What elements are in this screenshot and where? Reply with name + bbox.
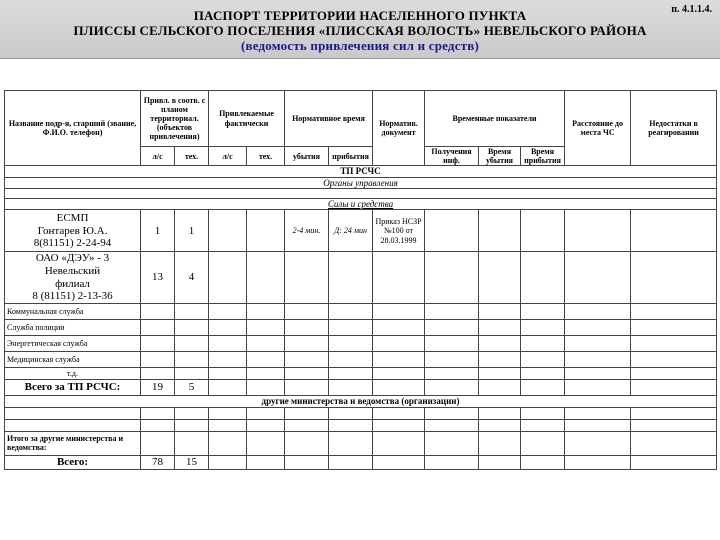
service-energy: Энергетическая служба xyxy=(5,335,141,351)
cell-planned-ls: 1 xyxy=(141,210,175,252)
section-organs: Органы управления xyxy=(5,177,717,188)
table-row xyxy=(5,351,717,367)
col-planned-header: Привл. в соотв. с планом территориал. (объектов привлечения) xyxy=(141,91,209,147)
col-actual-header: Привлекаемые фактически xyxy=(209,91,285,147)
table-row xyxy=(5,379,717,395)
sub-norm-departure: убытия xyxy=(285,147,329,166)
col-name-header: Название подр-я, старший (звание, Ф.И.О. телефон) xyxy=(5,91,141,166)
unit-phone: 8(81151) 2-24-94 xyxy=(33,237,112,250)
unit-name: ОАО «ДЭУ» - 3 Невельский xyxy=(35,252,110,278)
grand-total-ls: 78 xyxy=(141,455,175,469)
title-line-1: ПАСПОРТ ТЕРРИТОРИИ НАСЕЛЕННОГО ПУНКТА xyxy=(193,8,527,23)
sub-time-info: Получения инф. xyxy=(425,147,479,166)
page-number: п. 4.1.1.4. xyxy=(671,4,712,15)
total-tp-ls: 19 xyxy=(141,379,175,395)
col-distance-header: Расстояние до места ЧС xyxy=(565,91,631,166)
service-medical: Медицинская служба xyxy=(5,351,141,367)
sub-planned-ls: л/с xyxy=(141,147,175,166)
cell-planned-tech: 1 xyxy=(175,210,209,252)
section-other-ministries: другие министерства и ведомства (организации) xyxy=(5,395,717,407)
table-row xyxy=(5,252,717,304)
cell-norm-arrival: Д: 24 мин xyxy=(329,210,373,252)
col-shortcomings-header: Недостатки в реагировании xyxy=(631,91,717,166)
col-norm-time-header: Нормативное время xyxy=(285,91,373,147)
table-row xyxy=(5,335,717,351)
table-row xyxy=(5,319,717,335)
cell-planned-ls: 13 xyxy=(141,252,175,304)
unit-chief: Гонтарев Ю.А. xyxy=(37,224,108,237)
sub-planned-tech: тех. xyxy=(175,147,209,166)
service-etc: т.д. xyxy=(5,367,141,379)
sub-norm-arrival: прибытия xyxy=(329,147,373,166)
table-row xyxy=(5,431,717,455)
cell-norm-departure: 2-4 мин. xyxy=(285,210,329,252)
table-row xyxy=(5,455,717,469)
title-line-3: (ведомость привлечения сил и средств) xyxy=(240,38,480,53)
grand-total-tech: 15 xyxy=(175,455,209,469)
sub-time-departure: Время убытия xyxy=(479,147,521,166)
col-time-indicators-header: Временные показатели xyxy=(425,91,565,147)
service-communal: Коммунальная служба xyxy=(5,303,141,319)
cell-norm-doc: Приказ НСЗР №100 от 28.03.1999 xyxy=(373,210,425,252)
table-row xyxy=(5,419,717,431)
total-tp-tech: 5 xyxy=(175,379,209,395)
unit-branch: филиал xyxy=(55,277,90,290)
forces-table xyxy=(4,90,717,470)
sub-actual-tech: тех. xyxy=(247,147,285,166)
grand-total-label: Всего: xyxy=(5,455,141,469)
table-row xyxy=(5,303,717,319)
section-tp-rschs: ТП РСЧС xyxy=(5,166,717,177)
table-row xyxy=(5,210,717,252)
sub-time-arrival: Время прибытия xyxy=(521,147,565,166)
section-forces: Силы и средства xyxy=(5,199,717,210)
sub-actual-ls: л/с xyxy=(209,147,247,166)
table-row xyxy=(5,367,717,379)
col-norm-doc-header: Норматив. документ xyxy=(373,91,425,166)
title-banner xyxy=(0,0,720,59)
unit-phone: 8 (81151) 2-13-36 xyxy=(32,290,113,303)
title-line-2: ПЛИССЫ СЕЛЬСКОГО ПОСЕЛЕНИЯ «ПЛИССКАЯ ВОЛОСТЬ» НЕВЕЛЬСКОГО РАЙОНА xyxy=(73,23,647,38)
other-total-label: Итого за другие министерства и ведомства: xyxy=(5,431,141,455)
cell-planned-tech: 4 xyxy=(175,252,209,304)
total-tp-label: Всего за ТП РСЧС: xyxy=(5,379,141,395)
unit-name: ЕСМП xyxy=(56,211,89,224)
service-police: Служба полиции xyxy=(5,319,141,335)
table-row xyxy=(5,407,717,419)
